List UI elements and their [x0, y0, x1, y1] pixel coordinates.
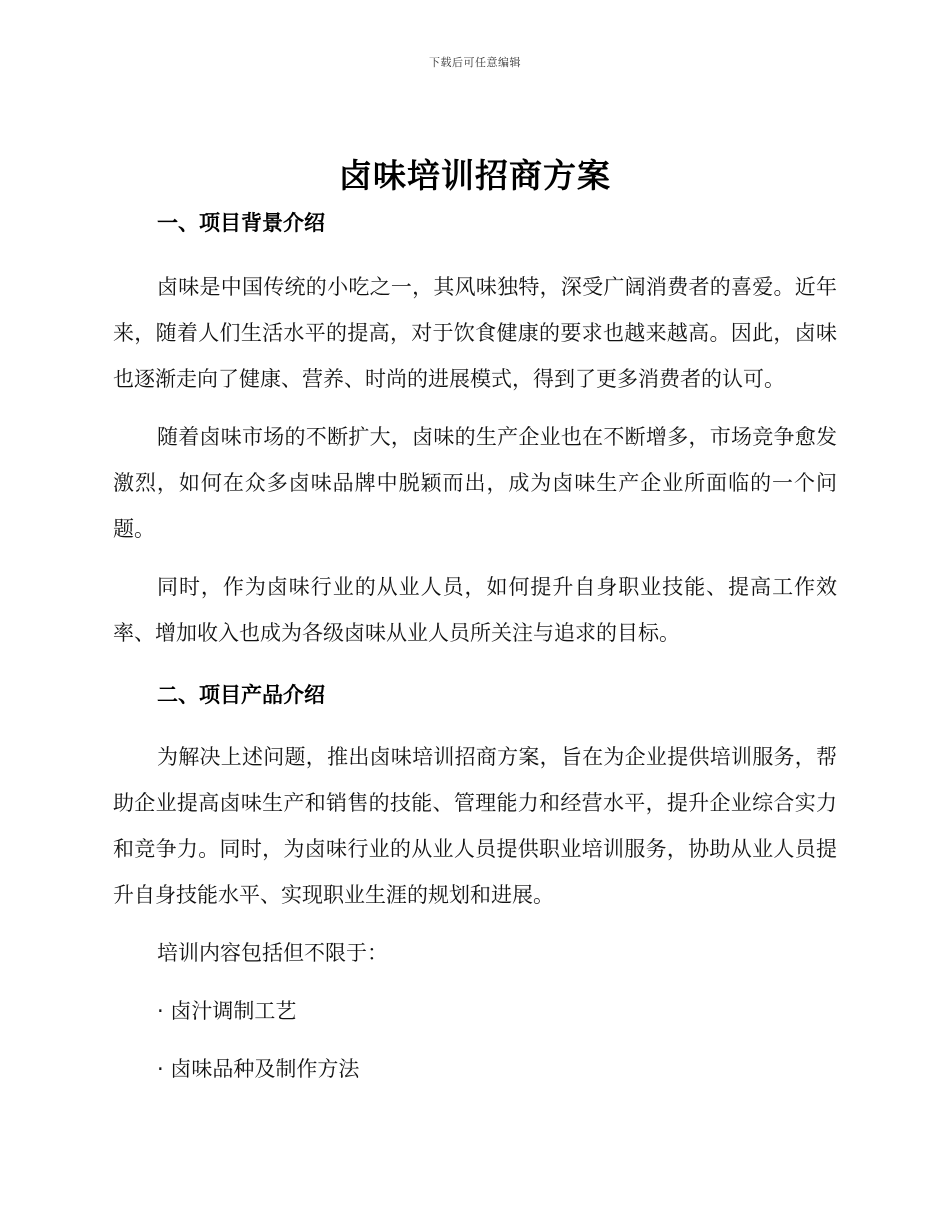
section-heading-product: 二、项目产品介绍: [157, 683, 325, 707]
document-body: [113, 206, 837, 1092]
list-item: · 卤汁调制工艺: [157, 999, 297, 1023]
paragraph: 同时，作为卤味行业的从业人员，如何提升自身职业技能、提高工作效率、增加收入也成为各级卤味从业人员所关注与追求的目标。: [113, 575, 837, 645]
paragraph: 卤味是中国传统的小吃之一，其风味独特，深受广阔消费者的喜爱。近年来，随着人们生活水平的提高，对于饮食健康的要求也越来越高。因此，卤味也逐渐走向了健康、营养、时尚的进展模式，得到了更多消费者的认可。: [113, 275, 837, 391]
paragraph: 培训内容包括但不限于：: [157, 941, 388, 965]
paragraph: 随着卤味市场的不断扩大，卤味的生产企业也在不断增多，市场竞争愈发激烈，如何在众多卤味品牌中脱颖而出，成为卤味生产企业所面临的一个问题。: [113, 425, 837, 541]
section-heading-background: 一、项目背景介绍: [157, 211, 325, 235]
document-title: 卤味培训招商方案: [339, 156, 611, 195]
header-note: 下载后可任意编辑: [429, 56, 521, 69]
list-item: · 卤味品种及制作方法: [157, 1057, 360, 1081]
paragraph: 为解决上述问题，推出卤味培训招商方案，旨在为企业提供培训服务，帮助企业提高卤味生产和销售的技能、管理能力和经营水平，提升企业综合实力和竞争力。同时，为卤味行业的从业人员提供职业培训服务，协助从业人员提升自身技能水平、实现职业生涯的规划和进展。: [113, 745, 837, 907]
